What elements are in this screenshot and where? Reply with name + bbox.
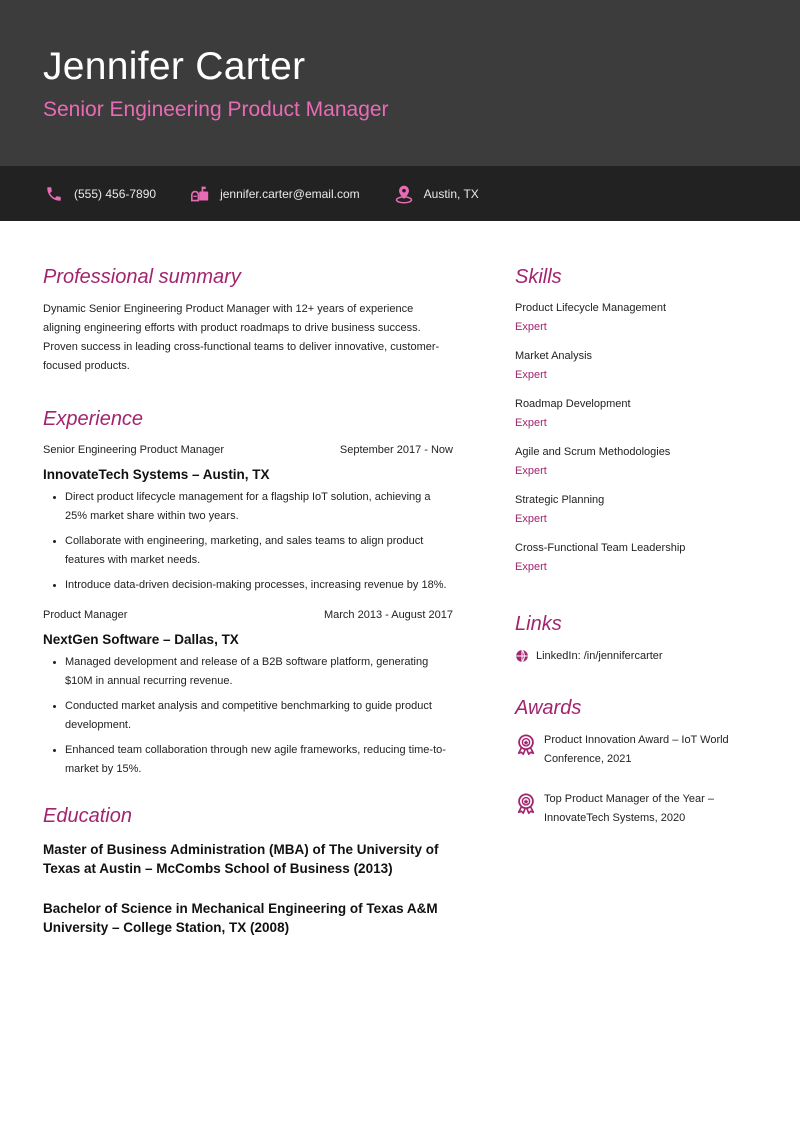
mailbox-icon: [190, 184, 210, 204]
left-column: [43, 262, 453, 937]
experience-heading: Experience: [43, 408, 144, 430]
job-entry: [43, 607, 453, 779]
job-bullet: Introduce data-driven decision-making processes, increasing revenue by 18%.: [52, 576, 453, 595]
job-bullet: Enhanced team collaboration through new agile frameworks, reducing time-to-market by 15%.: [52, 741, 453, 779]
skill-name: Roadmap Development: [515, 398, 631, 410]
job-bullet: Collaborate with engineering, marketing, and sales teams to align product features with market needs.: [52, 532, 453, 570]
contact-location: [394, 184, 479, 204]
education-section: [43, 801, 453, 937]
skill-level: Expert: [515, 561, 547, 573]
summary-heading: Professional summary: [43, 266, 241, 288]
skill-level: Expert: [515, 465, 547, 477]
skill-item: [515, 300, 765, 335]
job-bullet: Direct product lifecycle management for a flagship IoT solution, achieving a 25% market share within two years.: [52, 488, 453, 526]
job-bullets: [43, 488, 453, 595]
skill-name: Cross-Functional Team Leadership: [515, 542, 686, 554]
skill-item: [515, 540, 765, 575]
email-text[interactable]: jennifer.carter@email.com: [220, 186, 360, 201]
skill-item: [515, 444, 765, 479]
education-item: Master of Business Administration (MBA) of The University of Texas at Austin – McCombs School of Business (2013): [43, 842, 439, 876]
education-heading: Education: [43, 805, 132, 827]
skill-name: Market Analysis: [515, 350, 593, 362]
skill-name: Agile and Scrum Methodologies: [515, 446, 671, 458]
award-text: Top Product Manager of the Year – InnovateTech Systems, 2020: [544, 793, 715, 824]
summary-text: Dynamic Senior Engineering Product Manager with 12+ years of experience aligning engineering efforts with product roadmaps to drive business success. Proven success in leading cross-functional teams to deliver innovative, customer-focused products.: [43, 303, 440, 372]
awards-section: [515, 693, 765, 828]
award-ribbon-icon: [515, 792, 537, 816]
phone-icon: [44, 184, 64, 204]
award-item: [515, 790, 765, 828]
candidate-title: Senior Engineering Product Manager: [43, 98, 389, 121]
phone-text[interactable]: (555) 456-7890: [74, 186, 157, 201]
links-section: [515, 609, 765, 663]
candidate-name: Jennifer Carter: [43, 45, 306, 88]
skill-item: [515, 396, 765, 431]
job-role: Senior Engineering Product Manager: [43, 444, 225, 456]
skill-level: Expert: [515, 369, 547, 381]
skill-name: Product Lifecycle Management: [515, 302, 667, 314]
experience-section: [43, 404, 453, 779]
summary-section: [43, 262, 453, 376]
job-bullets: [43, 653, 453, 779]
skills-heading: Skills: [515, 266, 562, 288]
right-column: [515, 262, 765, 828]
linkedin-link[interactable]: LinkedIn: /in/jennifercarter: [536, 650, 663, 662]
job-dates: March 2013 - August 2017: [323, 609, 453, 621]
location-pin-icon: [394, 184, 414, 204]
skill-name: Strategic Planning: [515, 494, 605, 506]
job-dates: September 2017 - Now: [339, 444, 453, 456]
contact-phone: [44, 184, 156, 204]
job-bullet: Managed development and release of a B2B software platform, generating $10M in annual recurring revenue.: [52, 653, 453, 691]
skill-item: [515, 348, 765, 383]
education-item: Bachelor of Science in Mechanical Engineering of Texas A&M University – College Station, TX (2008): [43, 901, 438, 935]
skills-section: [515, 262, 765, 575]
award-text: Product Innovation Award – IoT World Conference, 2021: [544, 734, 729, 765]
resume-header: [0, 0, 800, 166]
job-role: Product Manager: [43, 609, 128, 621]
location-text: Austin, TX: [423, 186, 479, 201]
job-company: InnovateTech Systems – Austin, TX: [43, 467, 270, 482]
skill-item: [515, 492, 765, 527]
skill-level: Expert: [515, 417, 547, 429]
skill-level: Expert: [515, 513, 547, 525]
job-entry: [43, 442, 453, 595]
award-ribbon-icon: [515, 733, 537, 757]
links-heading: Links: [515, 613, 562, 635]
contact-bar: [0, 166, 800, 221]
job-company: NextGen Software – Dallas, TX: [43, 632, 239, 647]
link-item[interactable]: [515, 649, 765, 663]
contact-email: [190, 184, 360, 204]
awards-heading: Awards: [515, 697, 582, 719]
job-bullet: Conducted market analysis and competitive benchmarking to guide product development.: [52, 697, 453, 735]
skill-level: Expert: [515, 321, 547, 333]
award-item: [515, 731, 765, 769]
globe-icon: [515, 649, 529, 663]
